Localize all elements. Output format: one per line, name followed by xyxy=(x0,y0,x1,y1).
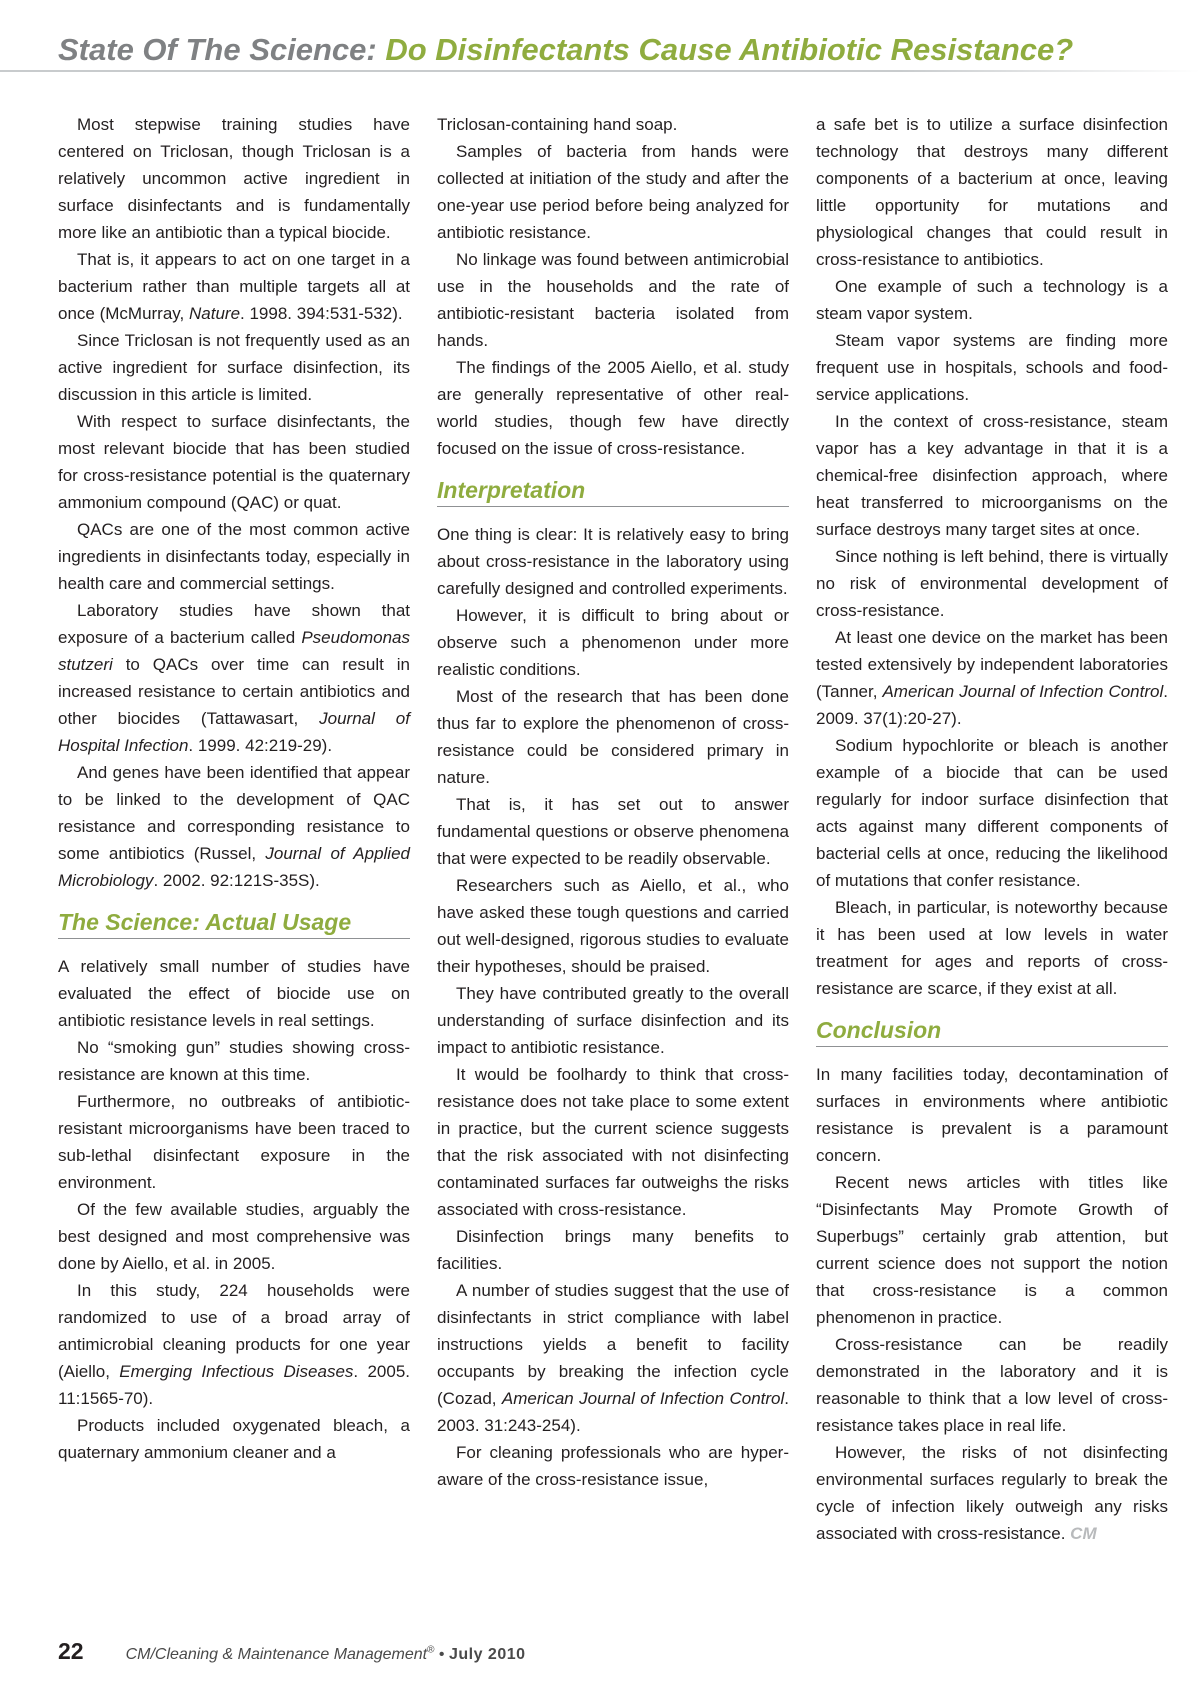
section-heading-actual-usage: The Science: Actual Usage xyxy=(58,907,410,939)
paragraph: Products included oxygenated bleach, a quaternary ammonium cleaner and a xyxy=(58,1416,410,1462)
paragraph: Cross-resistance can be readily demonstrated in the laboratory and it is reasonable to think that a low level of cross-resistance takes place in real life. xyxy=(816,1335,1168,1435)
paragraph: Most of the research that has been done thus far to explore the phenomenon of cross-resistance could be considered primary in nature. xyxy=(437,687,789,787)
page-footer xyxy=(58,1638,526,1665)
issue-date: July 2010 xyxy=(448,1646,526,1663)
paragraph: At least one device on the market has been tested extensively by independent laboratories (Tanner, American Journal of Infection Control. 2009. 37(1):20-27). xyxy=(816,628,1168,728)
publication-name: CM/Cleaning & Maintenance Management xyxy=(125,1646,428,1663)
paragraph: And genes have been identified that appear to be linked to the development of QAC resistance and corresponding resistance to some antibiotics (Russel, Journal of Applied Microbiology. 2002. 92:121S-35S). xyxy=(58,763,410,890)
paragraph: They have contributed greatly to the overall understanding of surface disinfection and its impact to antibiotic resistance. xyxy=(437,984,789,1057)
paragraph: In many facilities today, decontamination of surfaces in environments where antibiotic resistance is prevalent is a paramount concern. xyxy=(816,1065,1168,1165)
citation-journal: American Journal of Infection Control xyxy=(882,682,1164,701)
paragraph: That is, it appears to act on one target in a bacterium rather than multiple targets all at once (McMurray, Nature. 1998. 394:531-532). xyxy=(58,250,410,323)
paragraph-continued: Triclosan-containing hand soap. xyxy=(437,115,678,134)
header-rule xyxy=(0,70,1200,72)
citation-journal: American Journal of Infection Control xyxy=(501,1389,785,1408)
paragraph: Since Triclosan is not frequently used as an active ingredient for surface disinfection, its discussion in this article is limited. xyxy=(58,331,410,404)
paragraph: Laboratory studies have shown that exposure of a bacterium called Pseudomonas stutzeri to QACs over time can result in increased resistance to certain antibiotics and other biocides (Tattawasart, Journal of Hospital Infection. 1999. 42:219-29). xyxy=(58,601,410,755)
paragraph: No linkage was found between antimicrobial use in the households and the rate of antibiotic-resistant bacteria isolated from hands. xyxy=(437,250,789,350)
title-prefix: State Of The Science: xyxy=(58,32,386,67)
paragraph: Recent news articles with titles like “Disinfectants May Promote Growth of Superbugs” certainly grab attention, but current science does not support the notion that cross-resistance is a common phenomenon in practice. xyxy=(816,1173,1168,1327)
paragraph: Disinfection brings many benefits to facilities. xyxy=(437,1227,789,1273)
column-1 xyxy=(58,111,410,1466)
paragraph: Most stepwise training studies have centered on Triclosan, though Triclosan is a relatively uncommon active ingredient in surface disinfectants and is fundamentally more like an antibiotic than a typical biocide. xyxy=(58,115,410,242)
citation-journal: Emerging Infectious Diseases xyxy=(119,1362,354,1381)
paragraph: Of the few available studies, arguably the best designed and most comprehensive was done by Aiello, et al. in 2005. xyxy=(58,1200,410,1273)
registered-mark: ® xyxy=(427,1644,435,1656)
paragraph: Since nothing is left behind, there is virtually no risk of environmental development of cross-resistance. xyxy=(816,547,1168,620)
paragraph: However, the risks of not disinfecting environmental surfaces regularly to break the cycle of infection likely outweigh any risks associated with cross-resistance. CM xyxy=(816,1443,1168,1543)
species-name: Pseudomonas stutzeri xyxy=(58,628,410,674)
paragraph: That is, it has set out to answer fundamental questions or observe phenomena that were expected to be readily observable. xyxy=(437,795,789,868)
paragraph: A number of studies suggest that the use of disinfectants in strict compliance with label instructions yields a benefit to facility occupants by breaking the infection cycle (Cozad, American Journal of Infection Control. 2003. 31:243-254). xyxy=(437,1281,790,1435)
paragraph: One thing is clear: It is relatively easy to bring about cross-resistance in the laboratory using carefully designed and controlled experiments. xyxy=(437,525,789,598)
section-heading-conclusion: Conclusion xyxy=(816,1015,1168,1047)
paragraph: The findings of the 2005 Aiello, et al. study are generally representative of other real-world studies, though few have directly focused on the issue of cross-resistance. xyxy=(437,358,789,458)
paragraph: Sodium hypochlorite or bleach is another example of a biocide that can be used regularly for indoor surface disinfection that acts against many different components of bacterial cells at once, reducing the likelihood of mutations that confer resistance. xyxy=(816,736,1168,890)
paragraph: Bleach, in particular, is noteworthy because it has been used at low levels in water treatment for ages and reports of cross-resistance are scarce, if they exist at all. xyxy=(816,898,1168,998)
paragraph: It would be foolhardy to think that cross-resistance does not take place to some extent in practice, but the current science suggests that the risk associated with not disinfecting contaminated surfaces far outweighs the risks associated with cross-resistance. xyxy=(437,1065,789,1219)
title-main: Do Disinfectants Cause Antibiotic Resistance? xyxy=(385,32,1074,67)
paragraph: Steam vapor systems are finding more frequent use in hospitals, schools and food-service applications. xyxy=(816,331,1168,404)
paragraph-continued: a safe bet is to utilize a surface disinfection technology that destroys many different components of a bacterium at once, leaving little opportunity for mutations and physiological changes that could result in cross-resistance to antibiotics. xyxy=(816,115,1168,269)
paragraph: Furthermore, no outbreaks of antibiotic-resistant microorganisms have been traced to sub-lethal disinfectant exposure in the environment. xyxy=(58,1092,410,1192)
paragraph: In this study, 224 households were randomized to use of a broad array of antimicrobial cleaning products for one year (Aiello, Emerging Infectious Diseases. 2005. 11:1565-70). xyxy=(58,1281,410,1408)
paragraph: However, it is difficult to bring about or observe such a phenomenon under more realistic conditions. xyxy=(437,606,789,679)
citation-journal: Nature xyxy=(189,304,241,323)
footer-separator: • xyxy=(434,1646,449,1663)
column-3 xyxy=(816,111,1168,1547)
end-mark: CM xyxy=(1070,1524,1097,1543)
paragraph: Researchers such as Aiello, et al., who have asked these tough questions and carried out well-designed, rigorous studies to evaluate their hypotheses, should be praised. xyxy=(437,876,789,976)
paragraph: For cleaning professionals who are hyper-aware of the cross-resistance issue, xyxy=(437,1443,789,1489)
paragraph: Samples of bacteria from hands were collected at initiation of the study and after the one-year use period before being analyzed for antibiotic resistance. xyxy=(437,142,789,242)
page-number: 22 xyxy=(58,1638,84,1664)
section-heading-interpretation: Interpretation xyxy=(437,475,789,507)
paragraph: In the context of cross-resistance, steam vapor has a key advantage in that it is a chemical-free disinfection approach, where heat transferred to microorganisms on the surface destroys many target sites at once. xyxy=(816,412,1168,539)
citation-journal: Journal of Hospital Infection xyxy=(58,709,410,755)
column-2 xyxy=(437,111,789,1493)
paragraph: A relatively small number of studies have evaluated the effect of biocide use on antibiotic resistance levels in real settings. xyxy=(58,957,410,1030)
paragraph: QACs are one of the most common active ingredients in disinfectants today, especially in health care and commercial settings. xyxy=(58,520,410,593)
citation-journal: Journal of Applied Microbiology xyxy=(58,844,410,890)
paragraph: One example of such a technology is a steam vapor system. xyxy=(816,277,1168,323)
paragraph: No “smoking gun” studies showing cross-resistance are known at this time. xyxy=(58,1038,410,1084)
paragraph: With respect to surface disinfectants, the most relevant biocide that has been studied for cross-resistance potential is the quaternary ammonium compound (QAC) or quat. xyxy=(58,412,410,512)
page-title xyxy=(58,32,1188,68)
